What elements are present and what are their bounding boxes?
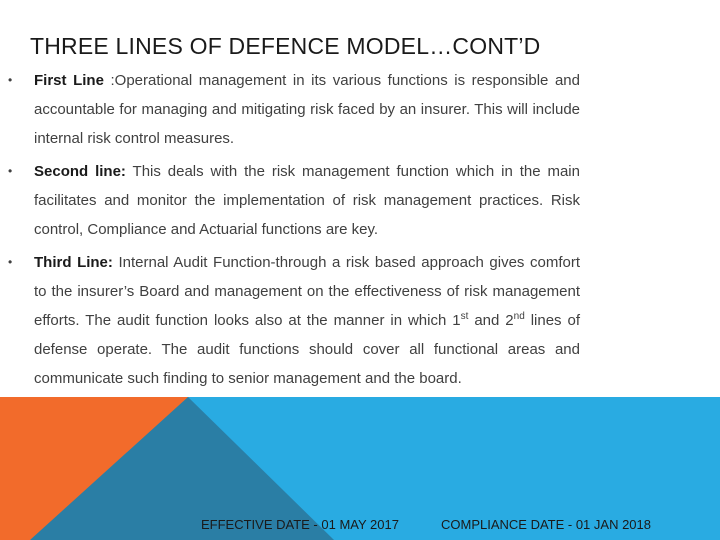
bullet-body-part-2: and 2 [468, 312, 514, 329]
bullet-second-line [0, 157, 720, 244]
bullet-third-line [0, 248, 720, 393]
bullet-list [0, 66, 720, 393]
ordinal-suffix-st: st [460, 311, 469, 322]
bullet-text [34, 157, 580, 244]
ordinal-suffix-nd: nd [513, 311, 525, 322]
bullet-first-line [0, 66, 720, 153]
effective-date-label: EFFECTIVE DATE - 01 MAY 2017 [201, 517, 399, 532]
bullet-marker: • [8, 255, 13, 269]
slide-title: THREE LINES OF DEFENCE MODEL…CONT’D [30, 33, 541, 59]
bullet-marker: • [8, 164, 13, 178]
bullet-label: Third Line: [34, 254, 113, 271]
bullet-body-part-3: lines of defense operate. The audit functions should cover all functional areas and communicate such finding to senior management and the board. [34, 312, 580, 387]
bullet-label: Second line: [34, 163, 126, 180]
bullet-text [34, 66, 580, 153]
bullet-marker: • [8, 73, 13, 87]
bullet-body: :Operational management in its various functions is responsible and accountable for managing and mitigating risk faced by an insurer. This will include internal risk control measures. [34, 72, 580, 147]
bullet-text [34, 248, 580, 393]
bullet-label: First Line [34, 72, 104, 89]
bullet-body: This deals with the risk management function which in the main facilitates and monitor the implementation of risk management practices. Risk control, Compliance and Actuarial functions are key. [34, 163, 580, 238]
bullet-body-part-1: Internal Audit Function-through a risk based approach gives comfort to the insurer’s Board and management on the effectiveness of risk management efforts. The audit function looks also at the manner in which 1 [34, 254, 580, 329]
compliance-date-label: COMPLIANCE DATE - 01 JAN 2018 [441, 517, 651, 532]
